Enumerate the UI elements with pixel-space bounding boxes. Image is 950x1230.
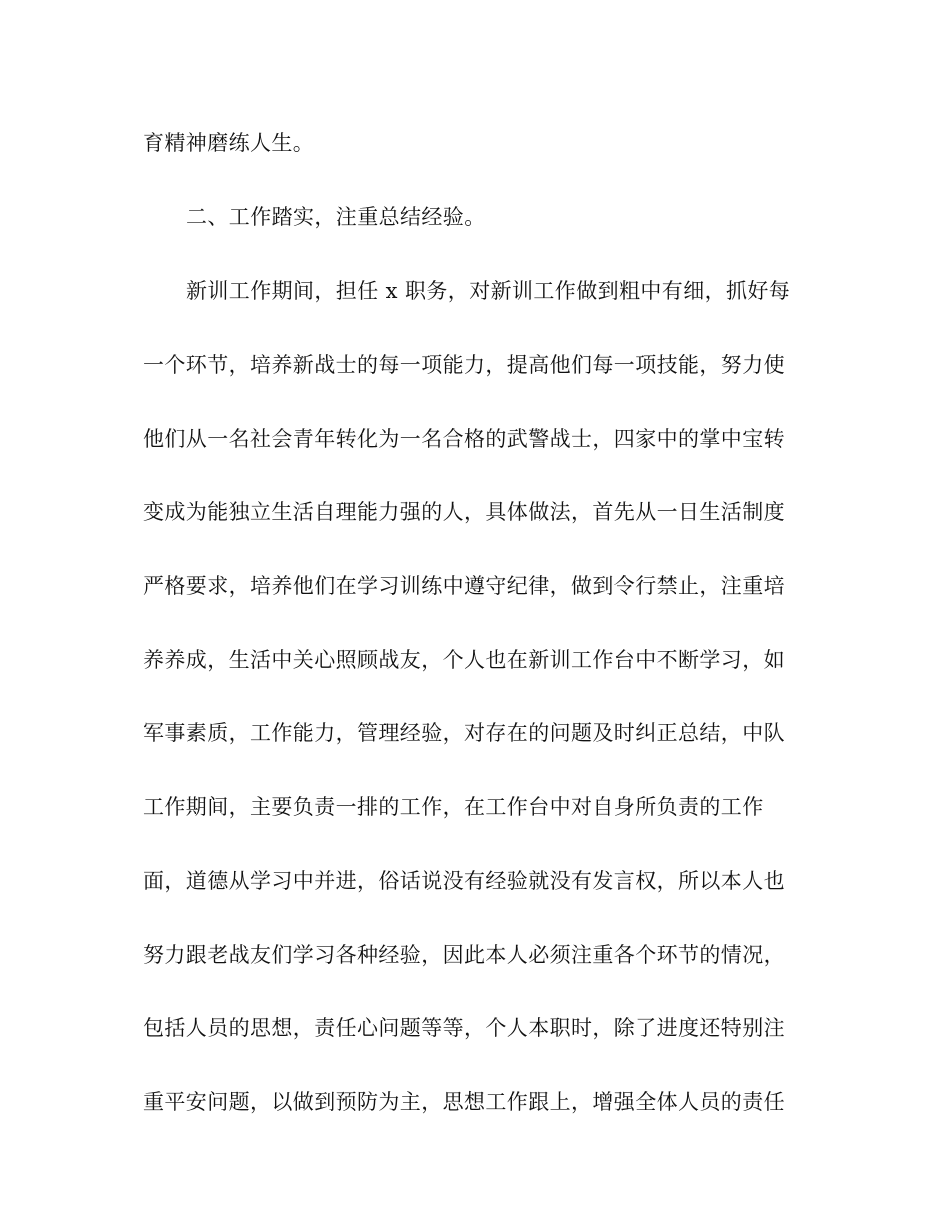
text-line: 工作期间，主要负责一排的工作，在工作台中对自身所负责的工作 bbox=[143, 795, 764, 819]
text-line: 他们从一名社会青年转化为一名合格的武警战士，四家中的掌中宝转 bbox=[143, 427, 785, 451]
text-line: 努力跟老战友们学习各种经验，因此本人必须注重各个环节的情况， bbox=[143, 943, 785, 967]
text-line: 一个环节，培养新战士的每一项能力，提高他们每一项技能，努力使 bbox=[143, 353, 785, 377]
text-line: 面，道德从学习中并进，俗话说没有经验就没有发言权，所以本人也 bbox=[143, 869, 785, 893]
text-line: 严格要求，培养他们在学习训练中遵守纪律，做到令行禁止，注重培 bbox=[143, 574, 785, 598]
text-line: 养养成，生活中关心照顾战友，个人也在新训工作台中不断学习，如 bbox=[143, 648, 785, 672]
text-line: 包括人员的思想，责任心问题等等，个人本职时，除了进度还特别注 bbox=[143, 1016, 785, 1040]
text-line: 军事素质，工作能力，管理经验，对存在的问题及时纠正总结，中队 bbox=[143, 721, 785, 745]
text-line: 育精神磨练人生。 bbox=[143, 131, 315, 155]
text-line: 新训工作期间，担任 x 职务，对新训工作做到粗中有细，抓好每 bbox=[186, 279, 791, 303]
text-line: 重平安问题，以做到预防为主，思想工作跟上，增强全体人员的责任 bbox=[143, 1090, 785, 1114]
text-line: 变成为能独立生活自理能力强的人，具体做法，首先从一日生活制度 bbox=[143, 500, 785, 524]
section-heading: 二、工作踏实，注重总结经验。 bbox=[186, 205, 486, 229]
